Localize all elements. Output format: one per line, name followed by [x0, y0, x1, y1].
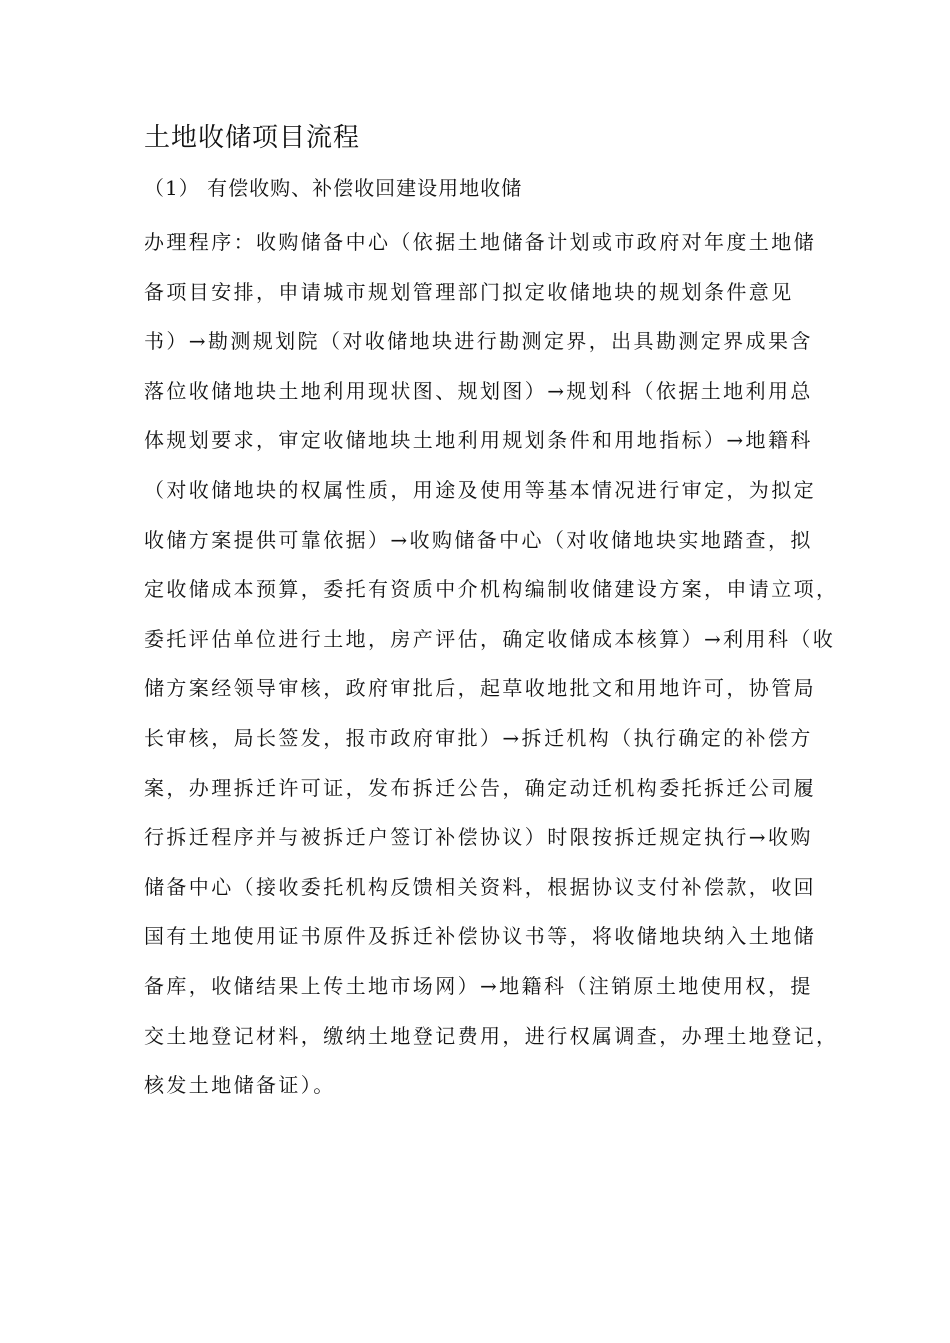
- body-line: 收储方案提供可靠依据）→收购储备中心（对收储地块实地踏查，拟: [144, 527, 813, 552]
- body-line: 定收储成本预算，委托有资质中介机构编制收储建设方案，申请立项，: [144, 577, 839, 602]
- body-text: [144, 222, 839, 1115]
- body-line: 备库，收储结果上传土地市场网）→地籍科（注销原土地使用权，提: [144, 973, 813, 998]
- body-line: 长审核，局长签发，报市政府审批）→拆迁机构（执行确定的补偿方: [144, 725, 813, 750]
- body-line: 备项目安排，申请城市规划管理部门拟定收储地块的规划条件意见: [144, 279, 794, 304]
- body-line: 体规划要求，审定收储地块土地利用规划条件和用地指标）→地籍科: [144, 428, 813, 453]
- body-line: 落位收储地块土地利用现状图、规划图）→规划科（依据土地利用总: [144, 378, 813, 403]
- body-line: 储方案经领导审核，政府审批后，起草收地批文和用地许可，协管局: [144, 676, 816, 701]
- body-line: 国有土地使用证书原件及拆迁补偿协议书等，将收储地块纳入土地储: [144, 924, 816, 949]
- section-heading: （1） 有偿收购、补偿收回建设用地收储: [144, 176, 523, 200]
- body-line: 书）→勘测规划院（对收储地块进行勘测定界，出具勘测定界成果含: [144, 329, 813, 354]
- body-line: （对收储地块的权属性质，用途及使用等基本情况进行审定，为拟定: [144, 477, 816, 502]
- document-title: 土地收储项目流程: [144, 123, 361, 153]
- body-line: 储备中心（接收委托机构反馈相关资料，根据协议支付补偿款，收回: [144, 874, 816, 899]
- body-line: 案，办理拆迁许可证，发布拆迁公告，确定动迁机构委托拆迁公司履: [144, 775, 816, 800]
- body-line: 委托评估单位进行土地，房产评估，确定收储成本核算）→利用科（收: [144, 626, 836, 651]
- body-line: 办理程序：收购储备中心（依据土地储备计划或市政府对年度土地储: [144, 230, 816, 254]
- body-line: 行拆迁程序并与被拆迁户签订补偿协议）时限按拆迁规定执行→收购: [144, 825, 813, 850]
- body-line: 交土地登记材料，缴纳土地登记费用，进行权属调查，办理土地登记，: [144, 1023, 839, 1048]
- body-line: 核发土地储备证）。: [144, 1073, 336, 1098]
